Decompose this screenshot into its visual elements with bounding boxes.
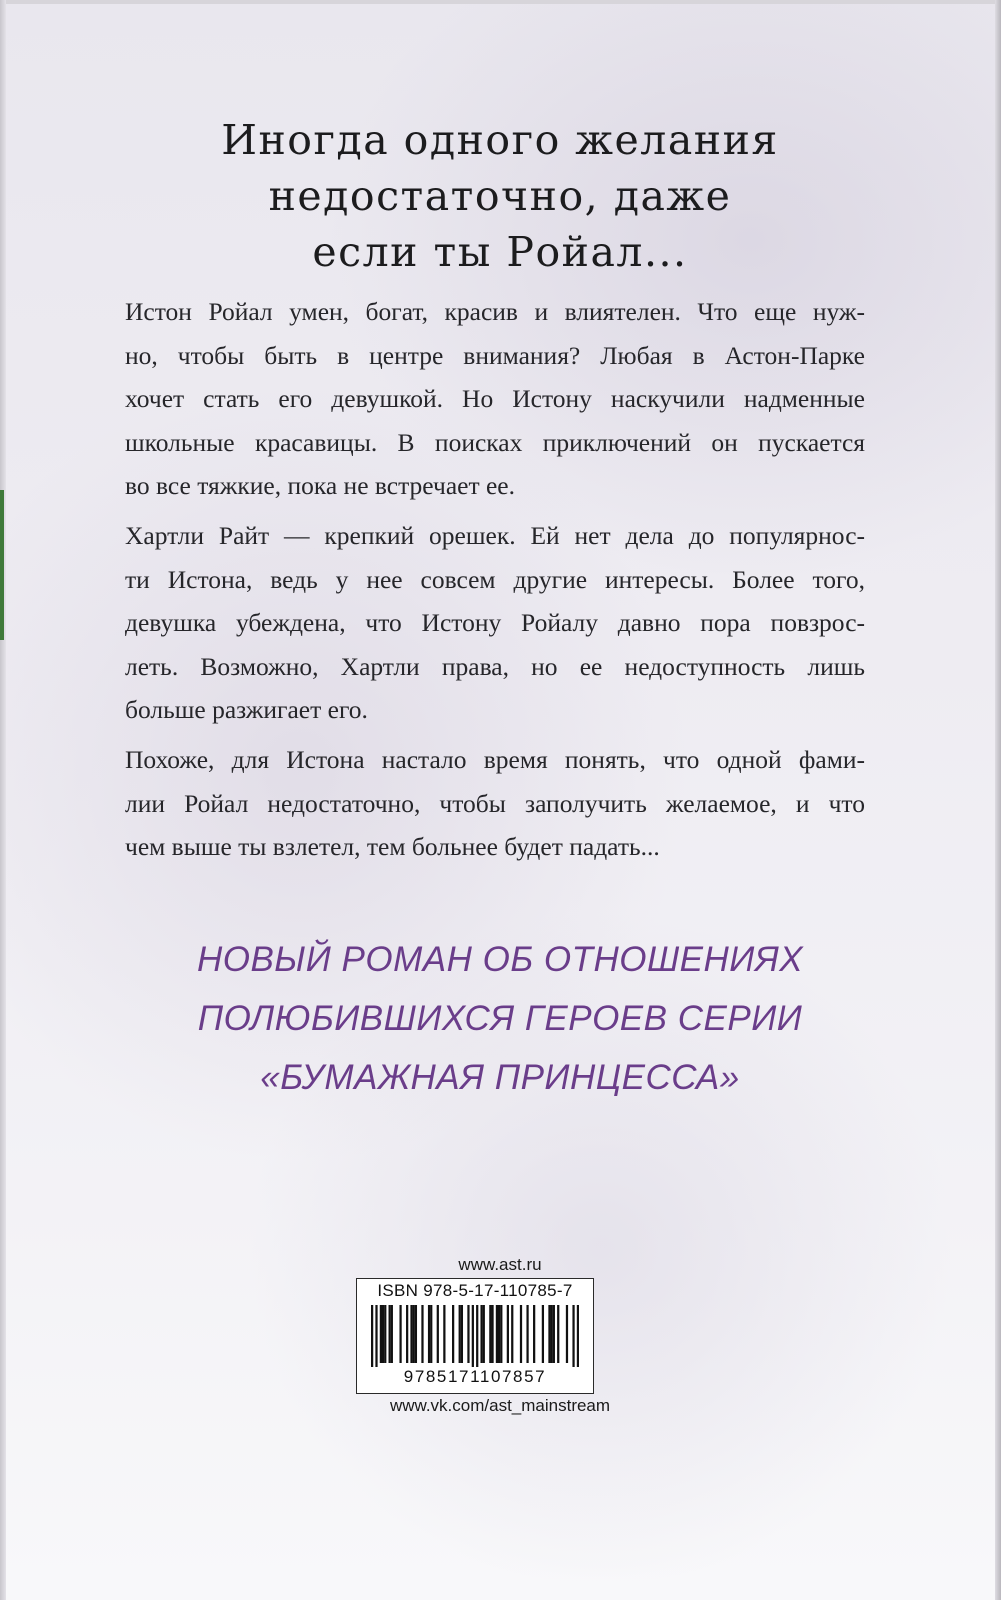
barcode-bar — [384, 1305, 386, 1363]
barcode-bar — [391, 1305, 393, 1363]
publisher-vk-link: www.vk.com/ast_mainstream — [389, 1396, 611, 1415]
barcode-bar — [389, 1305, 391, 1363]
barcode-bar — [548, 1305, 550, 1363]
tagline-line: «БУМАЖНАЯ ПРИНЦЕССА» — [260, 1058, 740, 1097]
blurb-line: Хартли Райт — крепкий орешек. Ей нет дела до популярнос- — [125, 521, 865, 550]
blurb-line: чем выше ты взлетел, тем больнее будет падать... — [125, 832, 660, 861]
barcode-bar — [491, 1305, 493, 1363]
cover-top-edge — [0, 0, 1001, 4]
barcode-bar — [443, 1305, 445, 1363]
barcode-bar — [437, 1305, 439, 1363]
barcode-bar — [507, 1305, 509, 1363]
barcode-bar — [413, 1305, 415, 1363]
barcode-bar — [472, 1305, 474, 1367]
blurb-line: лии Ройал недостаточно, чтобы заполучить желаемое, и что — [125, 788, 865, 818]
barcode-bar — [500, 1305, 502, 1363]
blurb-line: хочет стать его девушкой. Но Истону наскучили надменные — [125, 384, 865, 413]
barcode-bar — [430, 1305, 432, 1363]
barcode-bar — [375, 1305, 377, 1367]
blurb-line: ти Истона, ведь у нее совсем другие интересы. Более того, — [125, 564, 865, 594]
blurb-paragraph-2 — [125, 514, 865, 732]
spine-color-mark — [0, 490, 4, 640]
blurb-line: Истон Ройал умен, богат, красив и влиятелен. Что еще нуж- — [125, 297, 865, 326]
barcode-image — [371, 1305, 579, 1367]
blurb-line: Похоже, для Истона настало время понять, что одной фами- — [125, 745, 865, 774]
barcode-bar — [410, 1305, 412, 1363]
barcode-bar — [459, 1305, 461, 1363]
barcode-bar — [577, 1305, 579, 1367]
barcode-bar — [551, 1305, 553, 1363]
blurb-paragraph-3 — [125, 738, 865, 869]
barcode-bar — [520, 1305, 522, 1363]
barcode-bar — [428, 1305, 430, 1363]
blurb-line: девушка убеждена, что Истону Ройалу давно пора повзрос- — [125, 608, 865, 637]
heading-line: если ты Ройал... — [312, 228, 688, 276]
barcode-bar — [526, 1305, 528, 1363]
blurb-line: больше разжигает его. — [125, 695, 368, 724]
series-tagline — [70, 930, 930, 1107]
barcode-bar — [533, 1305, 535, 1363]
barcode-bar — [480, 1305, 482, 1363]
blurb-line: леть. Возможно, Хартли права, но ее недоступность лишь — [125, 651, 865, 681]
blurb-line: но, чтобы быть в центре внимания? Любая в Астон-Парке — [125, 340, 865, 370]
cover-left-edge — [0, 0, 6, 1600]
barcode-bar — [498, 1305, 500, 1363]
barcode-bar — [489, 1305, 491, 1363]
barcode-bar — [572, 1305, 574, 1367]
barcode-bar — [371, 1305, 373, 1367]
tagline-line: НОВЫЙ РОМАН ОБ ОТНОШЕНИЯХ — [196, 940, 804, 979]
heading-line: недостаточно, даже — [268, 172, 732, 220]
publisher-website: www.ast.ru — [458, 1255, 542, 1274]
barcode-bar — [542, 1305, 544, 1363]
barcode-bar — [566, 1305, 568, 1363]
blurb-paragraph-1 — [125, 290, 865, 508]
barcode-bar — [483, 1305, 485, 1363]
barcode-bar — [399, 1305, 401, 1363]
tagline-line: ПОЛЮБИВШИХСЯ ГЕРОЕВ СЕРИИ — [197, 999, 803, 1038]
barcode-bar — [476, 1305, 478, 1367]
heading-line: Иногда одного желания — [221, 116, 779, 164]
barcode-bar — [421, 1305, 423, 1363]
barcode-bar — [557, 1305, 559, 1363]
barcode-bar — [496, 1305, 498, 1363]
isbn-label: ISBN 978-5-17-110785-7 — [377, 1281, 573, 1300]
barcode-bar — [553, 1305, 555, 1363]
barcode-bar — [461, 1305, 463, 1363]
barcode-digits: 9785171107857 — [403, 1367, 547, 1386]
barcode-bar — [511, 1305, 513, 1363]
blurb-line: школьные красавицы. В поисках приключений он пускается — [125, 427, 865, 457]
cover-heading — [70, 112, 930, 280]
barcode-bar — [452, 1305, 454, 1363]
barcode-bar — [382, 1305, 384, 1363]
barcode-bar — [415, 1305, 417, 1363]
barcode-bar — [380, 1305, 382, 1363]
barcode-bar — [467, 1305, 469, 1363]
cover-right-edge — [995, 0, 1001, 1600]
blurb-line: во все тяжкие, пока не встречает ее. — [125, 471, 515, 500]
isbn-barcode-box — [356, 1278, 594, 1394]
barcode-bar — [406, 1305, 408, 1363]
